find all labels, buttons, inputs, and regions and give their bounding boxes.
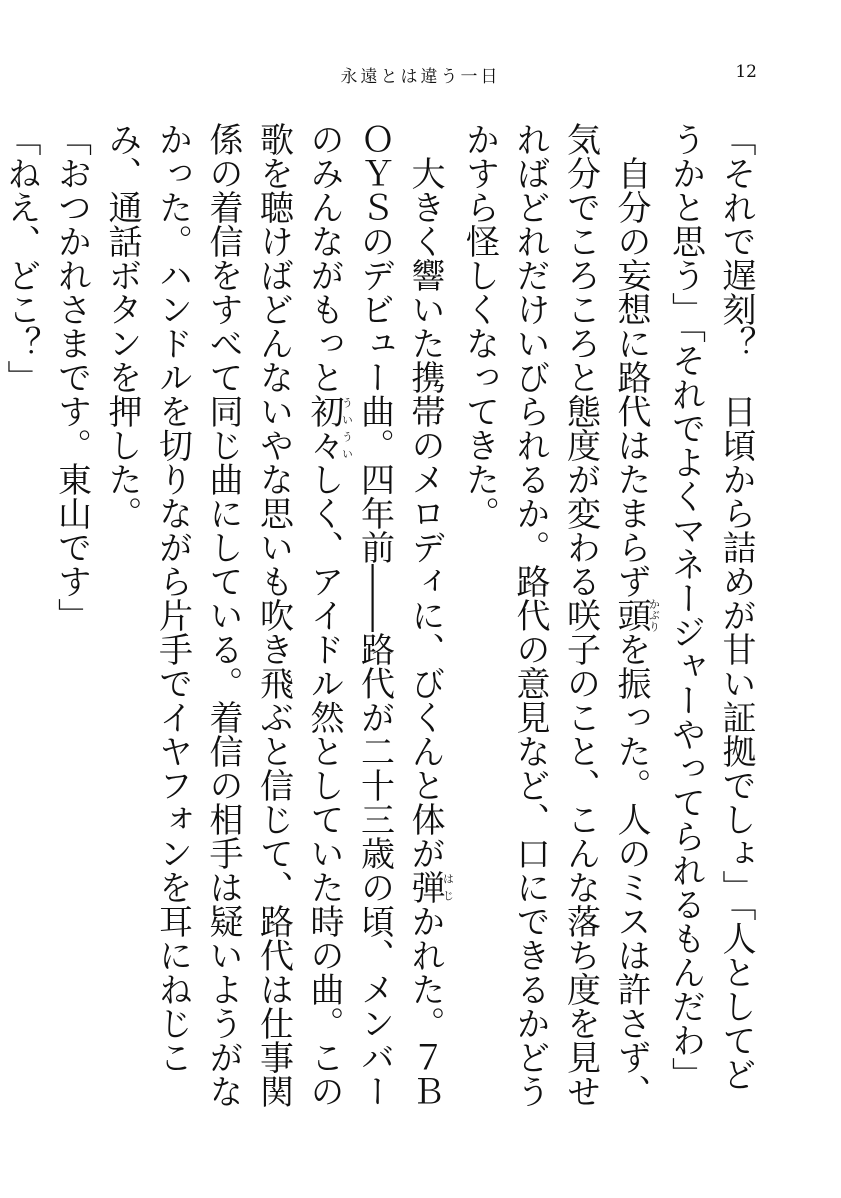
text-run: 自分の妄想に路代はたまらず: [611, 156, 651, 598]
ruby-word: [304, 394, 354, 462]
ruby-word: [611, 598, 661, 632]
ruby-word: [405, 870, 455, 904]
paragraph: [454, 122, 660, 1122]
furigana: ういうい: [340, 394, 354, 462]
text-run: しく、アイドル然としていた時の曲。この歌を聴けばどんないやな思いも吹き飛ぶと信じて、路代は仕事関係の着信をすべて同じ曲にしている。着信の相手は疑いようがなかった。ハンドルを切りながら片手でイヤフォンを耳にねじこみ、通話ボタンを押した。: [102, 122, 344, 1108]
paragraph: [46, 122, 97, 1122]
ruby-base: 初々: [304, 394, 344, 462]
furigana: はじ: [441, 870, 455, 904]
text-run: を振った。人のミスは許さず、気分でころころと態度が変わる咲子のこと、こんな落ち度を見せればどれだけいびられるか。路代の意見など、口にできるかどうかすら怪しくなってきた。: [459, 122, 651, 1108]
paragraph: [0, 122, 46, 1122]
body-text: [1, 122, 761, 1122]
furigana: かぶり: [647, 598, 661, 632]
ruby-base: 弾: [405, 870, 445, 904]
text-run: 「それで遅刻？ 日頃から詰めが甘い証拠でしょ」「人としてどうかと思う」「それでよくマネージャーやってられるもんだわ」: [665, 122, 756, 1091]
page-number: 12: [735, 62, 757, 82]
ruby-base: 頭: [611, 598, 651, 632]
paragraph: [660, 122, 761, 1122]
running-header-title: 永遠とは違う一日: [340, 67, 501, 87]
text-run: 「ねえ、どこ？」: [1, 122, 41, 394]
text-run: かれた。７ＢＯＹＳのデビュー曲。四年前――路代が二十三歳の頃、メンバーのみんながもっと: [304, 122, 445, 1108]
text-run: 「おつかれさまです。東山です」: [51, 122, 92, 632]
paragraph: [97, 122, 455, 1122]
text-run: 大きく響いた携帯のメロディに、びくんと体が: [405, 156, 445, 870]
